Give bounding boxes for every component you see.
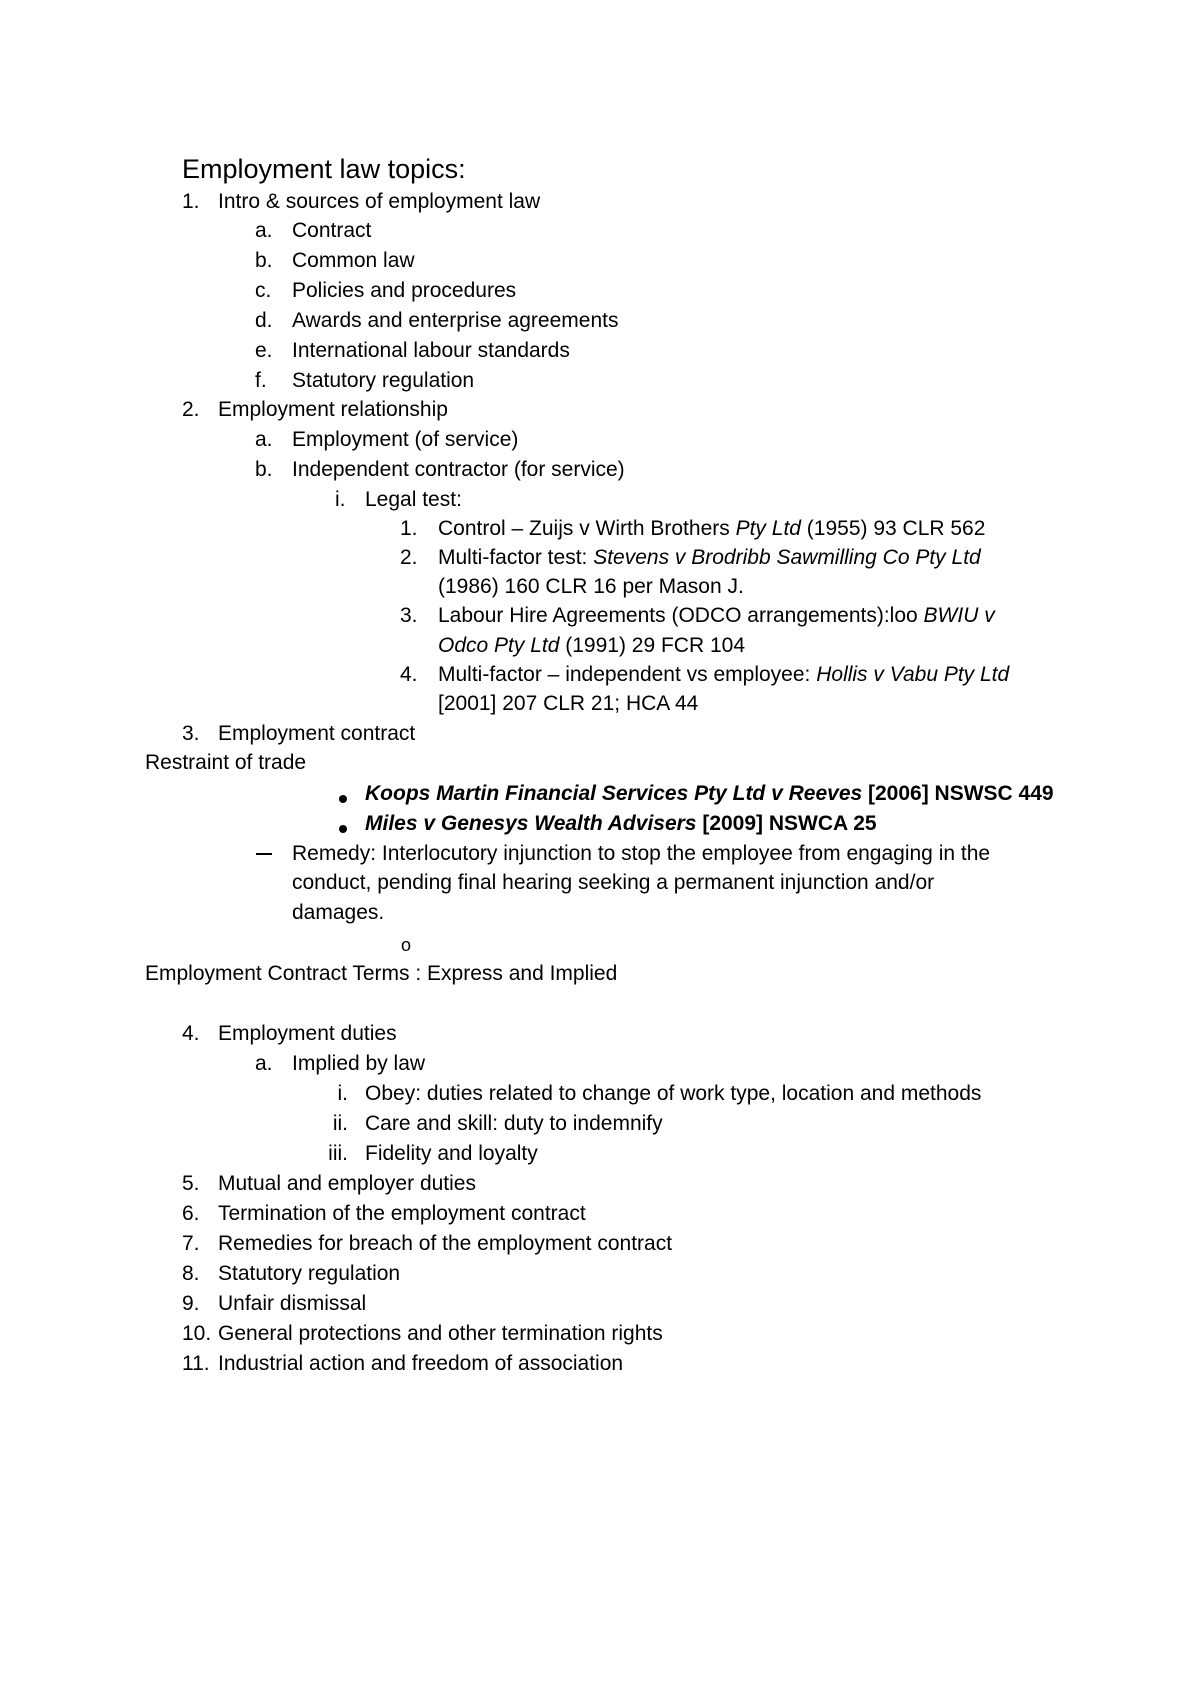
dash-icon	[256, 853, 272, 855]
sub-marker: e.	[255, 339, 273, 362]
duty-fidelity: Fidelity and loyalty	[365, 1142, 538, 1165]
sub-item: Common law	[292, 249, 415, 272]
sub-item: Awards and enterprise agreements	[292, 309, 619, 332]
case-marker: 4.	[400, 663, 418, 686]
remedy-line-3: damages.	[292, 901, 385, 924]
roman-marker: ii.	[332, 1112, 348, 1135]
list-marker: 3.	[182, 722, 200, 745]
list-marker: 7.	[182, 1232, 200, 1255]
sub-marker: b.	[255, 458, 273, 481]
remedy-line-1: Remedy: Interlocutory injunction to stop the employee from engaging in the	[292, 842, 991, 865]
remedy-line-2: conduct, pending final hearing seeking a permanent injunction and/or	[292, 871, 935, 894]
roman-marker: i.	[337, 1082, 348, 1105]
list-item-intro: Intro & sources of employment law	[218, 190, 541, 213]
sub-item: Statutory regulation	[292, 369, 475, 392]
case-marker: 2.	[400, 546, 418, 569]
case-control: Control – Zuijs v Wirth Brothers Pty Ltd (1955) 93 CLR 562	[438, 517, 986, 540]
sub-marker: a.	[255, 428, 273, 451]
list-marker: 5.	[182, 1172, 200, 1195]
list-item-duties: Employment duties	[218, 1022, 397, 1045]
list-marker: 11.	[182, 1352, 210, 1375]
sub-item: Independent contractor (for service)	[292, 458, 625, 481]
sub-item: Contract	[292, 219, 372, 242]
case-hollis-cont: [2001] 207 CLR 21; HCA 44	[438, 692, 699, 715]
duty-obey: Obey: duties related to change of work type, location and methods	[365, 1082, 982, 1105]
case-labour-hire: Labour Hire Agreements (ODCO arrangements):loo BWIU v	[438, 604, 995, 627]
list-marker: 1.	[182, 190, 200, 213]
page-title: Employment law topics:	[182, 154, 466, 184]
sub-item: Policies and procedures	[292, 279, 517, 302]
list-item: Mutual and employer duties	[218, 1172, 476, 1195]
empty-bullet: o	[401, 935, 412, 955]
duty-care: Care and skill: duty to indemnify	[365, 1112, 663, 1135]
list-item: Termination of the employment contract	[218, 1202, 586, 1225]
case-multi-factor-cont: (1986) 160 CLR 16 per Mason J.	[438, 575, 744, 598]
sub-marker: c.	[255, 279, 272, 302]
list-marker: 10.	[182, 1322, 212, 1345]
list-item-relationship: Employment relationship	[218, 398, 448, 421]
sub-item: Implied by law	[292, 1052, 426, 1075]
sub-marker: a.	[255, 219, 273, 242]
roman-marker: iii.	[328, 1142, 348, 1165]
list-marker: 4.	[182, 1022, 200, 1045]
terms-heading: Employment Contract Terms : Express and Implied	[145, 962, 618, 985]
roman-marker: i.	[335, 488, 346, 511]
sub-item: Employment (of service)	[292, 428, 519, 451]
legal-test-label: Legal test:	[365, 488, 462, 511]
case-miles: Miles v Genesys Wealth Advisers [2009] NSWCA 25	[365, 812, 877, 835]
list-marker: 9.	[182, 1292, 200, 1315]
case-koops: Koops Martin Financial Services Pty Ltd v Reeves [2006] NSWSC 449	[365, 782, 1054, 805]
list-marker: 2.	[182, 398, 200, 421]
sub-marker: a.	[255, 1052, 273, 1075]
list-item: Industrial action and freedom of association	[218, 1352, 624, 1375]
list-item-contract: Employment contract	[218, 722, 416, 745]
sub-item: International labour standards	[292, 339, 570, 362]
list-marker: 8.	[182, 1262, 200, 1285]
sub-marker: b.	[255, 249, 273, 272]
list-item: Remedies for breach of the employment contract	[218, 1232, 673, 1255]
sub-marker: d.	[255, 309, 273, 332]
bullet-icon	[339, 795, 347, 803]
restraint-heading: Restraint of trade	[145, 751, 307, 774]
list-marker: 6.	[182, 1202, 200, 1225]
bullet-icon	[339, 825, 347, 833]
list-item: Statutory regulation	[218, 1262, 401, 1285]
case-multi-factor: Multi-factor test: Stevens v Brodribb Sawmilling Co Pty Ltd	[438, 546, 981, 569]
case-hollis: Multi-factor – independent vs employee: Hollis v Vabu Pty Ltd	[438, 663, 1010, 686]
case-labour-hire-cont: Odco Pty Ltd (1991) 29 FCR 104	[438, 634, 746, 657]
case-marker: 1.	[400, 517, 418, 540]
case-marker: 3.	[400, 604, 418, 627]
list-item: General protections and other termination rights	[218, 1322, 663, 1345]
sub-marker: f.	[255, 369, 267, 392]
list-item: Unfair dismissal	[218, 1292, 367, 1315]
